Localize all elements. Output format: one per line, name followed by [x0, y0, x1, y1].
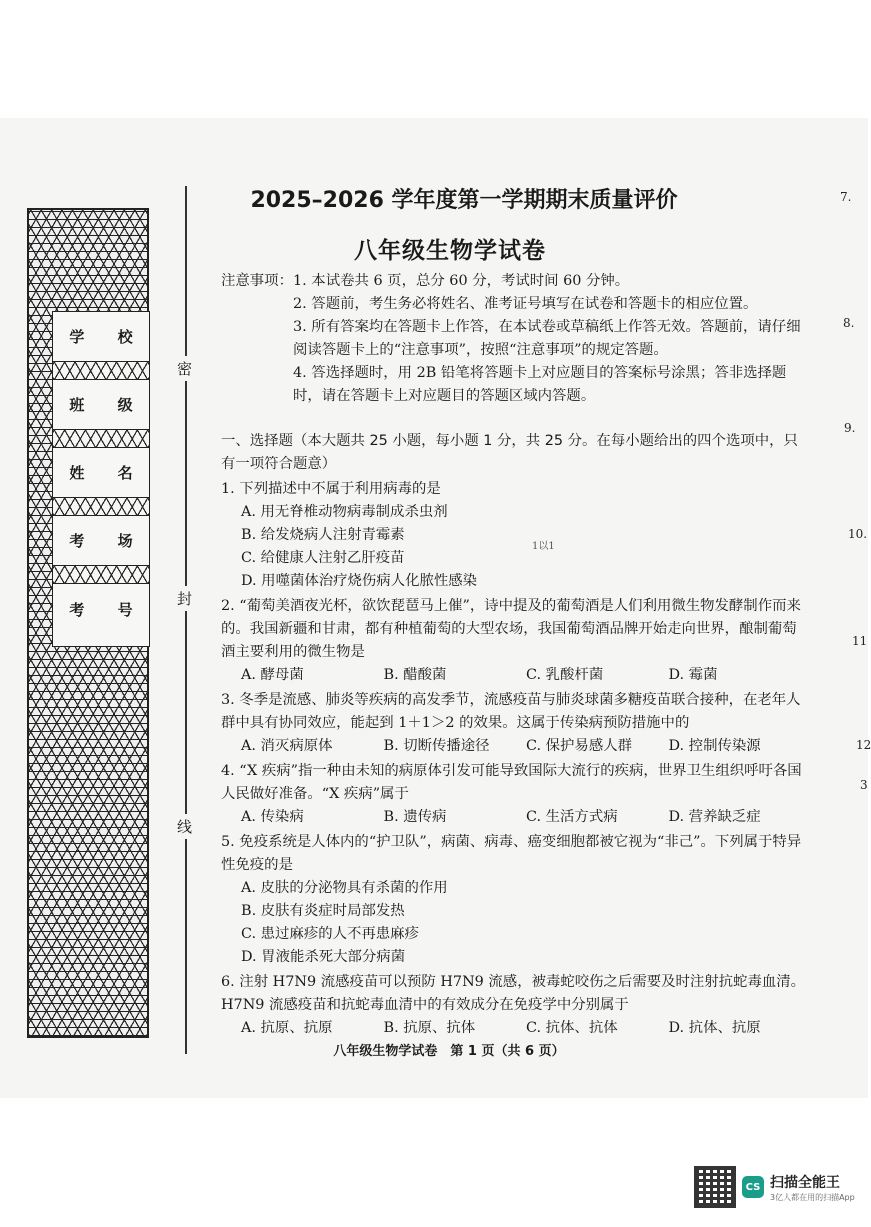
- margin-number: 10.: [848, 527, 868, 541]
- margin-number: 11: [852, 634, 868, 648]
- answer-option: B. 皮肤有炎症时局部发热: [241, 903, 405, 919]
- field-class: 班 级: [53, 380, 149, 430]
- question-stem: 4. “X 疾病”指一种由未知的病原体引发可能导致国际大流行的疾病，世界卫生组织呼吁各国人民做好准备。“X 疾病”属于: [221, 763, 802, 802]
- option-group: [221, 806, 811, 829]
- answer-option: B. 切断传播途径: [383, 738, 490, 754]
- field-school: 学 校: [53, 312, 149, 362]
- answer-option: C. 乳酸杆菌: [526, 667, 604, 683]
- answer-option: D. 胃液能杀死大部分病菌: [241, 949, 406, 965]
- margin-number: 8.: [843, 316, 855, 330]
- scanner-tagline: 3亿人都在用的扫描App: [770, 1192, 855, 1202]
- answer-option: B. 给发烧病人注射青霉素: [241, 527, 405, 543]
- notice-item: 2. 答题前，考生务必将姓名、准考证号填写在试卷和答题卡的相应位置。: [293, 296, 758, 312]
- option-group: [221, 1017, 811, 1040]
- seal-char-mi: 密: [177, 356, 192, 381]
- seal-char-xian: 线: [177, 814, 192, 839]
- question: [221, 831, 811, 969]
- answer-option: D. 抗体、抗原: [668, 1020, 761, 1036]
- field-name: 姓 名: [53, 448, 149, 498]
- answer-option: C. 患过麻疹的人不再患麻疹: [241, 926, 419, 942]
- seal-line: [185, 186, 187, 1054]
- answer-option: D. 控制传染源: [668, 738, 761, 754]
- question: [221, 760, 811, 829]
- answer-option: D. 用噬菌体治疗烧伤病人化脓性感染: [241, 573, 478, 589]
- field-exam-room: 考 场: [53, 516, 149, 566]
- field-spacer: [53, 362, 149, 380]
- answer-option: A. 抗原、抗原: [241, 1020, 333, 1036]
- option-group: [221, 664, 811, 687]
- answer-option: A. 皮肤的分泌物具有杀菌的作用: [241, 880, 448, 896]
- scanner-text: [770, 1172, 855, 1203]
- question: [221, 595, 811, 687]
- page-footer: 八年级生物学试卷 第 1 页（共 6 页）: [333, 1044, 565, 1059]
- question: [221, 971, 811, 1040]
- answer-option: B. 遗传病: [383, 809, 447, 825]
- margin-number: 3: [860, 778, 868, 792]
- notice-item: 1. 本试卷共 6 页，总分 60 分，考试时间 60 分钟。: [293, 273, 630, 289]
- option-group: [221, 735, 811, 758]
- field-exam-number: 考 号: [69, 600, 147, 619]
- notice-block: [221, 270, 811, 408]
- notice-item: 3. 所有答案均在答题卡上作答，在本试卷或草稿纸上作答无效。答题前，请仔细阅读答题卡上的“注意事项”，按照“注意事项”的规定答题。: [293, 319, 801, 358]
- answer-option: A. 传染病: [241, 809, 304, 825]
- margin-number: 9.: [844, 421, 856, 435]
- exam-content: [221, 270, 811, 1040]
- answer-option: B. 醋酸菌: [383, 667, 447, 683]
- question-stem: 3. 冬季是流感、肺炎等疾病的高发季节，流感疫苗与肺炎球菌多糖疫苗联合接种，在老年人群中具有协同效应，能起到 1＋1＞2 的效果。这属于传染病预防措施中的: [221, 692, 801, 731]
- notice-label: 注意事项：: [221, 273, 293, 289]
- answer-option: C. 抗体、抗体: [526, 1020, 618, 1036]
- answer-option: D. 营养缺乏症: [668, 809, 761, 825]
- question-stem: 2. “葡萄美酒夜光杯，欲饮琵琶马上催”，诗中提及的葡萄酒是人们利用微生物发酵制作而来的。我国新疆和甘肃，都有种植葡萄的大型农场，我国葡萄酒品牌开始走向世界，酿制葡萄酒主要利用的微生物是: [221, 598, 801, 660]
- answer-option: C. 生活方式病: [526, 809, 618, 825]
- camscanner-logo-icon: CS: [742, 1176, 764, 1198]
- margin-number: 7.: [840, 190, 852, 204]
- option-group: [221, 501, 811, 593]
- section-title: 一、选择题（本大题共 25 小题，每小题 1 分，共 25 分。在每小题给出的四个选项中，只有一项符合题意）: [221, 433, 798, 472]
- question-stem: 6. 注射 H7N9 流感疫苗可以预防 H7N9 流感，被毒蛇咬伤之后需要及时注射抗蛇毒血清。H7N9 流感疫苗和抗蛇毒血清中的有效成分在免疫学中分别属于: [221, 974, 806, 1013]
- scanner-name: 扫描全能王: [770, 1174, 840, 1191]
- field-spacer: [53, 566, 149, 584]
- stray-mark: 1以1: [532, 541, 555, 552]
- answer-option: C. 给健康人注射乙肝疫苗: [241, 550, 405, 566]
- question: [221, 478, 811, 593]
- notice-list: [293, 270, 811, 408]
- answer-option: B. 抗原、抗体: [383, 1020, 476, 1036]
- exam-title: 2025–2026 学年度第一学期期末质量评价: [250, 188, 678, 213]
- field-spacer: [53, 430, 149, 448]
- qr-code-icon: [694, 1166, 736, 1208]
- answer-option: D. 霉菌: [668, 667, 718, 683]
- field-spacer: [53, 498, 149, 516]
- margin-number: 12: [856, 738, 871, 752]
- scanner-watermark: [694, 1166, 855, 1208]
- question-list: [221, 478, 811, 1040]
- exam-subtitle: 八年级生物学试卷: [354, 238, 546, 264]
- option-group: [221, 877, 811, 969]
- question-stem: 5. 免疫系统是人体内的“护卫队”，病菌、病毒、癌变细胞都被它视为“非己”。下列属于特异性免疫的是: [221, 834, 802, 873]
- answer-option: A. 用无脊椎动物病毒制成杀虫剂: [241, 504, 448, 520]
- student-info-table: [52, 311, 150, 647]
- question-stem: 1. 下列描述中不属于利用病毒的是: [221, 481, 441, 497]
- answer-option: A. 酵母菌: [241, 667, 304, 683]
- question: [221, 689, 811, 758]
- answer-option: C. 保护易感人群: [526, 738, 632, 754]
- answer-option: A. 消灭病原体: [241, 738, 333, 754]
- notice-item: 4. 答选择题时，用 2B 铅笔将答题卡上对应题目的答案标号涂黑；答非选择题时，请在答题卡上对应题目的答题区域内答题。: [293, 365, 787, 404]
- seal-char-feng: 封: [177, 586, 192, 611]
